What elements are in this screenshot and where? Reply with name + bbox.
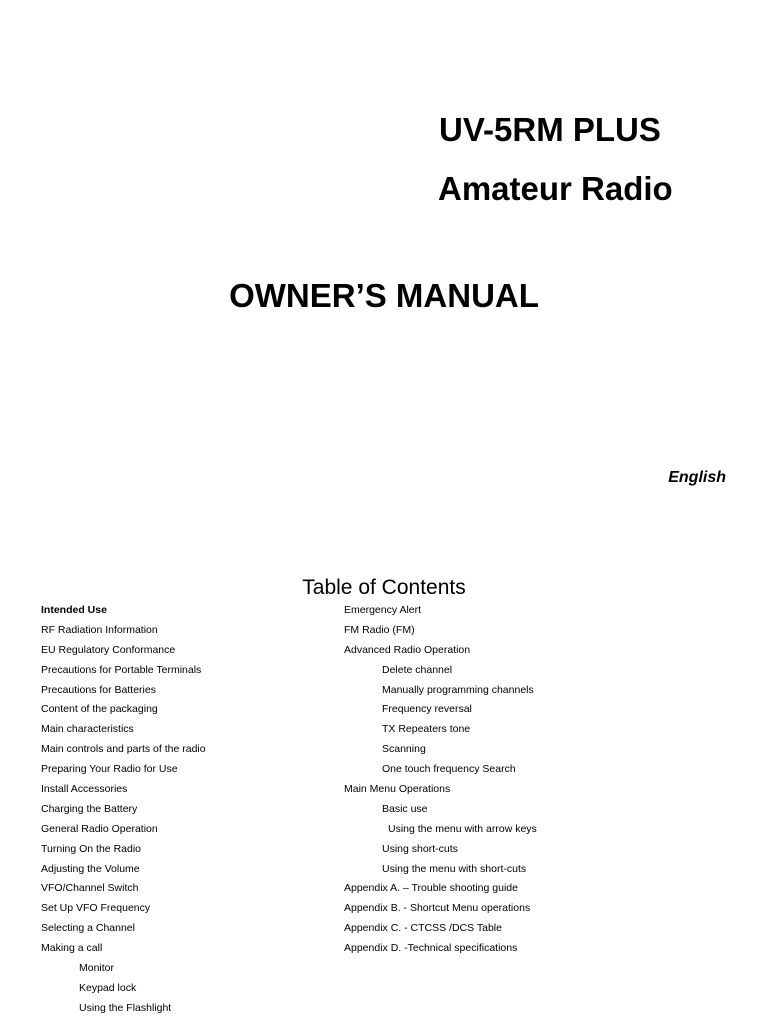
toc-item: Content of the packaging (41, 703, 158, 716)
toc-item: Adjusting the Volume (41, 862, 140, 875)
toc-item: Preparing Your Radio for Use (41, 763, 178, 776)
toc-item: Turning On the Radio (41, 842, 142, 855)
toc-item: Frequency reversal (382, 703, 472, 716)
toc-item: Selecting a Channel (41, 922, 135, 935)
toc-title: Table of Contents (302, 576, 466, 599)
toc-item: VFO/Channel Switch (41, 882, 139, 895)
toc-item: Intended Use (41, 604, 107, 616)
toc-item: Emergency Alert (344, 604, 422, 616)
manual-title: OWNER’S MANUAL (229, 277, 539, 314)
toc-item: Making a call (41, 942, 103, 955)
toc-item: One touch frequency Search (382, 763, 516, 776)
toc-item: Main characteristics (41, 723, 134, 736)
toc-item: Precautions for Portable Terminals (41, 663, 202, 676)
toc-item: Basic use (382, 802, 428, 815)
toc-item: Charging the Battery (41, 802, 138, 815)
toc-item: Scanning (382, 743, 426, 756)
toc-item: Appendix C. - CTCSS /DCS Table (344, 922, 502, 935)
toc-item: General Radio Operation (41, 822, 158, 835)
toc-item: Appendix B. - Shortcut Menu operations (344, 902, 531, 915)
toc-left-column (41, 601, 206, 1019)
toc-item: Keypad lock (79, 981, 137, 994)
toc-item: Set Up VFO Frequency (41, 902, 151, 915)
language-label: English (668, 469, 726, 486)
toc-item: Using the menu with arrow keys (388, 822, 537, 835)
toc-item: Appendix D. -Technical specifications (344, 942, 518, 955)
toc-item: TX Repeaters tone (382, 723, 471, 736)
toc-item: Manually programming channels (382, 683, 534, 696)
toc-item: Precautions for Batteries (41, 683, 156, 696)
toc-item: Using the menu with short-cuts (382, 862, 527, 875)
toc-item: Advanced Radio Operation (344, 643, 471, 656)
toc-item: Monitor (79, 962, 115, 975)
model-title: UV-5RM PLUS (439, 111, 661, 148)
toc-item: Main Menu Operations (344, 783, 451, 796)
toc-item: RF Radiation Information (41, 623, 158, 636)
toc-item: Main controls and parts of the radio (41, 743, 206, 756)
toc-item: FM Radio (FM) (344, 623, 415, 636)
toc-item: EU Regulatory Conformance (41, 643, 176, 656)
toc-item: Delete channel (382, 663, 453, 676)
toc-item: Appendix A. – Trouble shooting guide (344, 882, 518, 895)
toc-item: Using short-cuts (382, 842, 458, 855)
toc-item: Install Accessories (41, 783, 128, 796)
toc-right-column (344, 601, 537, 959)
toc-item: Using the Flashlight (79, 1001, 172, 1014)
model-subtitle: Amateur Radio (438, 170, 673, 207)
